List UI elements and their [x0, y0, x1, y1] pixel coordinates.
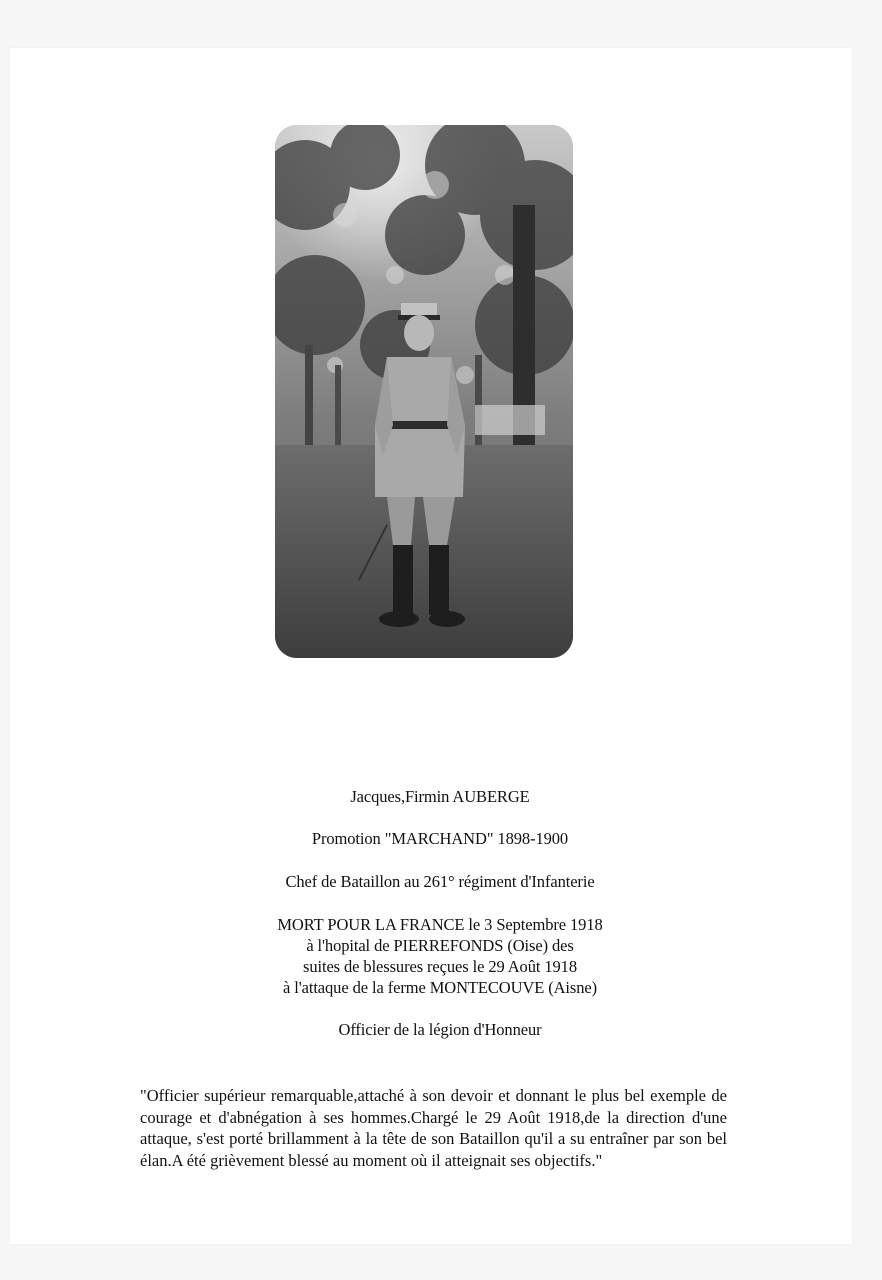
- rank-line: [140, 872, 740, 892]
- name-line: Jacques,Firmin AUBERGE: [350, 787, 530, 806]
- portrait-photo: [275, 125, 573, 658]
- rank-text: Chef de Bataillon au 261° régiment d'Infanterie: [285, 872, 595, 891]
- portrait-image: [275, 125, 573, 658]
- citation-paragraph: "Officier supérieur remarquable,attaché à son devoir et donnant le plus bel exemple de courage et d'abnégation à ses hommes.Chargé le 29 Août 1918,de la direction d'une attaque, s'est porté brillamment à la tête de son Bataillon qu'il a su entraîner par son bel élan.A été grièvement blessé au moment où il atteignait ses objectifs.": [140, 1086, 727, 1170]
- honour-text: Officier de la légion d'Honneur: [338, 1020, 542, 1039]
- promotion-text: Promotion "MARCHAND" 1898-1900: [311, 829, 569, 848]
- promotion-line: [140, 829, 740, 849]
- death-line: MORT POUR LA FRANCE le 3 Septembre 1918: [277, 915, 603, 934]
- officer-name: [140, 787, 740, 807]
- death-line: à l'hopital de PIERREFONDS (Oise) des: [306, 936, 574, 955]
- honour-line: [140, 1020, 740, 1040]
- death-line: à l'attaque de la ferme MONTECOUVE (Aisne): [283, 978, 597, 997]
- death-notice: [140, 914, 740, 998]
- death-line: suites de blessures reçues le 29 Août 1918: [303, 957, 577, 976]
